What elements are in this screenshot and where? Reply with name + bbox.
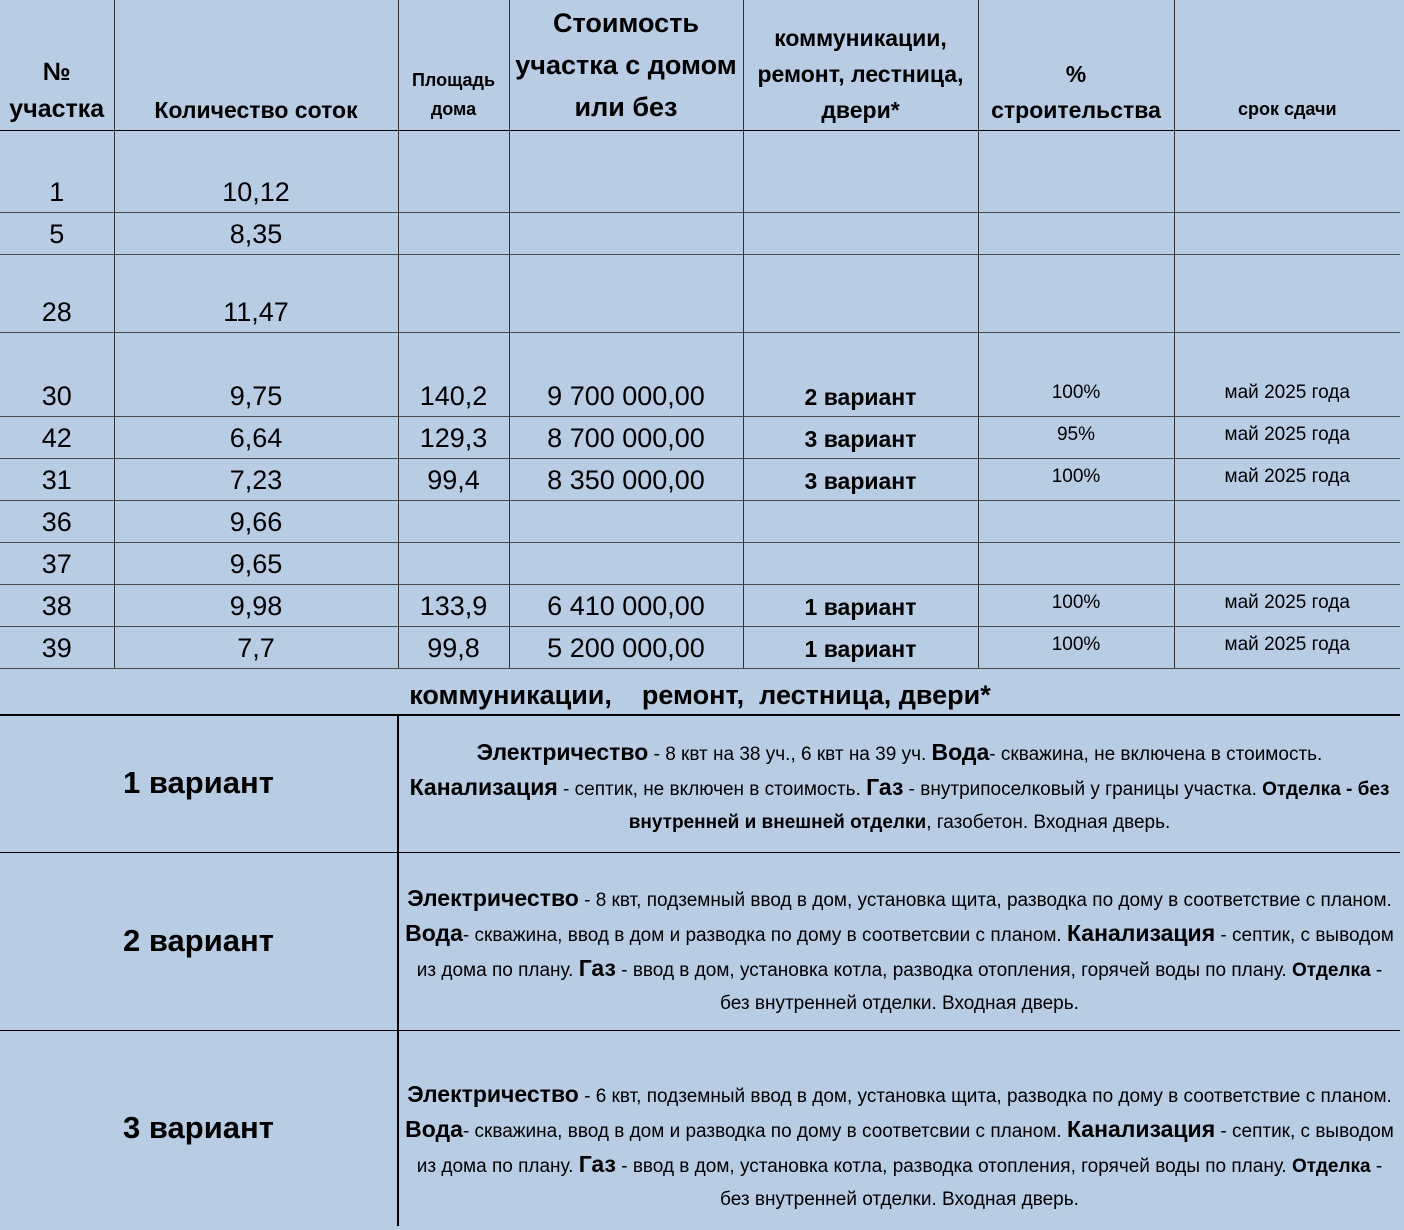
header-build-pct: % строительства (978, 0, 1174, 131)
option-name: 1 вариант (0, 715, 398, 852)
cell-pct: 100% (978, 333, 1174, 417)
cell-plot: 5 (0, 213, 114, 255)
cell-due (1174, 213, 1400, 255)
cell-variant (743, 543, 978, 585)
finish-text: , газобетон. Входная дверь. (926, 811, 1171, 833)
header-price: Стоимость участка с домом или без (509, 0, 743, 131)
cell-plot: 38 (0, 585, 114, 627)
table-row (0, 213, 1400, 255)
table-row (0, 459, 1400, 501)
electricity-label: Электричество (407, 1081, 579, 1108)
cell-sotki: 9,75 (114, 333, 398, 417)
cell-sotki: 10,12 (114, 131, 398, 213)
cell-due: май 2025 года (1174, 627, 1400, 669)
cell-variant: 1 вариант (743, 585, 978, 627)
table-row (0, 255, 1400, 333)
table-row (0, 417, 1400, 459)
sewer-label: Канализация (1066, 1116, 1216, 1143)
cell-price (509, 501, 743, 543)
cell-plot: 37 (0, 543, 114, 585)
water-label: Вода (931, 738, 990, 765)
cell-sotki: 9,65 (114, 543, 398, 585)
option-description (398, 715, 1400, 852)
cell-area: 99,4 (398, 459, 509, 501)
cell-plot: 31 (0, 459, 114, 501)
cell-plot: 28 (0, 255, 114, 333)
table-row (0, 333, 1400, 417)
cell-pct: 100% (978, 585, 1174, 627)
option-row (0, 715, 1400, 852)
cell-due: май 2025 года (1174, 417, 1400, 459)
cell-area: 133,9 (398, 585, 509, 627)
cell-due: май 2025 года (1174, 333, 1400, 417)
cell-area (398, 131, 509, 213)
cell-sotki: 8,35 (114, 213, 398, 255)
header-row (0, 0, 1400, 131)
cell-plot: 42 (0, 417, 114, 459)
cell-area (398, 543, 509, 585)
cell-pct (978, 131, 1174, 213)
cell-due (1174, 543, 1400, 585)
header-utilities: коммуникации, ремонт, лестница, двери* (743, 0, 978, 131)
cell-plot: 39 (0, 627, 114, 669)
cell-price (509, 543, 743, 585)
option-name: 2 вариант (0, 852, 398, 1030)
sewer-label: Канализация (1066, 920, 1216, 946)
electricity-label: Электричество (476, 738, 649, 765)
cell-sotki: 9,98 (114, 585, 398, 627)
electricity-label: Электричество (407, 885, 579, 911)
cell-area (398, 213, 509, 255)
water-label: Вода (405, 1116, 463, 1143)
cell-due: май 2025 года (1174, 459, 1400, 501)
cell-sotki: 9,66 (114, 501, 398, 543)
cell-plot: 36 (0, 501, 114, 543)
option-name: 3 вариант (0, 1030, 398, 1226)
water-text: - скважина, ввод в дом и разводка по дому в соответсвии с планом. (462, 1121, 1067, 1143)
cell-area (398, 501, 509, 543)
cell-due (1174, 255, 1400, 333)
sewer-text: - септик, не включен в стоимость. (557, 778, 867, 800)
cell-due: май 2025 года (1174, 585, 1400, 627)
cell-variant (743, 255, 978, 333)
cell-price (509, 131, 743, 213)
cell-variant: 2 вариант (743, 333, 978, 417)
cell-due (1174, 501, 1400, 543)
cell-sotki: 6,64 (114, 417, 398, 459)
cell-pct (978, 255, 1174, 333)
cell-price: 6 410 000,00 (509, 585, 743, 627)
cell-area: 99,8 (398, 627, 509, 669)
gas-text: - ввод в дом, установка котла, разводка отопления, горячей воды по плану. (615, 1156, 1292, 1178)
header-deadline: срок сдачи (1174, 0, 1400, 131)
cell-price: 8 700 000,00 (509, 417, 743, 459)
cell-area: 140,2 (398, 333, 509, 417)
option-description (398, 852, 1400, 1030)
cell-pct (978, 501, 1174, 543)
cell-variant (743, 501, 978, 543)
finish-text: - без внутренней отделки. Входная дверь. (720, 1156, 1383, 1211)
gas-text: - внутрипоселковый у границы участка. (903, 778, 1263, 800)
table-row (0, 585, 1400, 627)
options-table (0, 715, 1400, 1226)
water-label: Вода (405, 920, 463, 946)
cell-pct: 95% (978, 417, 1174, 459)
finish-text: - без внутренней отделки. Входная дверь. (720, 960, 1383, 1014)
cell-plot: 30 (0, 333, 114, 417)
finish-label: Отделка (1291, 1156, 1371, 1178)
cell-price: 8 350 000,00 (509, 459, 743, 501)
cell-price: 9 700 000,00 (509, 333, 743, 417)
water-text: - скважина, ввод в дом и разводка по дому в соответсвии с планом. (462, 925, 1067, 946)
table-row (0, 543, 1400, 585)
cell-pct: 100% (978, 459, 1174, 501)
cell-variant: 1 вариант (743, 627, 978, 669)
sewer-text: - септик, с выводом из дома по плану. (416, 925, 1394, 981)
gas-label: Газ (578, 1151, 616, 1178)
cell-price (509, 255, 743, 333)
table-row (0, 627, 1400, 669)
cell-sotki: 11,47 (114, 255, 398, 333)
cell-variant (743, 131, 978, 213)
table-row (0, 501, 1400, 543)
option-row (0, 1030, 1400, 1226)
finish-label: Отделка - без внутренней и внешней отделки (628, 778, 1390, 833)
option-row (0, 852, 1400, 1030)
cell-price (509, 213, 743, 255)
electricity-text: - 8 квт, подземный ввод в дом, установка щита, разводка по дому в соответствие с планом. (578, 890, 1392, 911)
electricity-text: - 6 квт, подземный ввод в дом, установка щита, разводка по дому в соответствие с планом. (578, 1086, 1392, 1108)
header-house-area: Площадь дома (398, 0, 509, 131)
cell-price: 5 200 000,00 (509, 627, 743, 669)
sewer-text: - септик, с выводом из дома по плану. (416, 1121, 1394, 1178)
cell-sotki: 7,7 (114, 627, 398, 669)
options-section-title: коммуникации, ремонт, лестница, двери* (0, 664, 1400, 716)
cell-area: 129,3 (398, 417, 509, 459)
cell-sotki: 7,23 (114, 459, 398, 501)
sewer-label: Канализация (409, 773, 558, 800)
table-row (0, 131, 1400, 213)
header-plot-no: № участка (0, 0, 114, 131)
option-description (398, 1030, 1400, 1226)
header-sotki: Количество соток (114, 0, 398, 131)
cell-area (398, 255, 509, 333)
finish-label: Отделка (1291, 960, 1371, 981)
electricity-text: - 8 квт на 38 уч., 6 квт на 39 уч. (648, 743, 932, 765)
cell-pct: 100% (978, 627, 1174, 669)
cell-variant (743, 213, 978, 255)
cell-pct (978, 543, 1174, 585)
gas-label: Газ (866, 773, 904, 800)
cell-pct (978, 213, 1174, 255)
cell-plot: 1 (0, 131, 114, 213)
water-text: - скважина, не включена в стоимость. (989, 743, 1323, 765)
gas-text: - ввод в дом, установка котла, разводка отопления, горячей воды по плану. (615, 960, 1292, 981)
gas-label: Газ (578, 955, 616, 981)
cell-variant: 3 вариант (743, 459, 978, 501)
cell-due (1174, 131, 1400, 213)
cell-variant: 3 вариант (743, 417, 978, 459)
